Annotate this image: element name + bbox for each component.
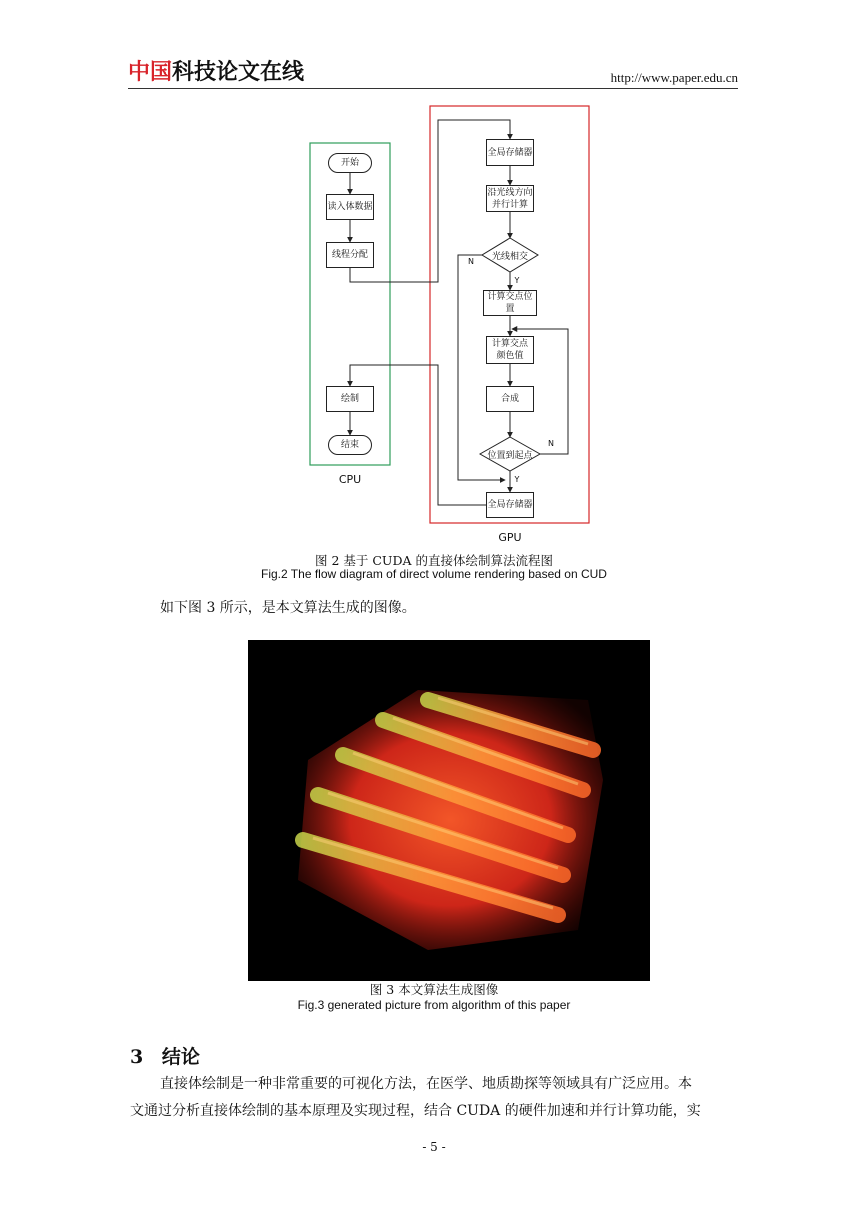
calc-color-line2: 颜色值 bbox=[496, 351, 524, 361]
rendered-volume-image bbox=[248, 640, 650, 981]
branch-intersect-no: N bbox=[468, 257, 474, 266]
flowchart-figure bbox=[0, 0, 868, 560]
flowchart-connectors bbox=[0, 0, 868, 560]
node-calc-color bbox=[486, 336, 534, 364]
intro-paragraph: 如下图 3 所示，是本文算法生成的图像。 bbox=[160, 600, 416, 616]
node-end: 结束 bbox=[328, 435, 372, 455]
page-number: - 5 - bbox=[422, 1140, 446, 1154]
node-read-volume: 读入体数据 bbox=[326, 194, 374, 220]
node-start: 开始 bbox=[328, 153, 372, 173]
node-calc-intersection-pos: 计算交点位置 bbox=[483, 290, 537, 316]
ray-calc-line1: 沿光线方向 bbox=[487, 187, 533, 198]
branch-intersect-yes: Y bbox=[514, 276, 520, 285]
node-ray-intersect: 光线相交 bbox=[491, 252, 528, 262]
header-url[interactable]: http://www.paper.edu.cn bbox=[610, 70, 738, 85]
cpu-label: CPU bbox=[338, 473, 362, 486]
node-composite: 合成 bbox=[486, 386, 534, 412]
node-thread-allocation: 线程分配 bbox=[326, 242, 374, 268]
section-heading bbox=[130, 1042, 200, 1069]
figure3-caption-en: Fig.3 generated picture from algorithm of this paper bbox=[297, 998, 571, 1012]
gpu-label: GPU bbox=[498, 531, 522, 544]
figure3-caption-cn: 图 3 本文算法生成图像 bbox=[369, 982, 499, 997]
node-global-memory-bottom: 全局存储器 bbox=[486, 492, 534, 518]
conclusion-line-1: 直接体绘制是一种非常重要的可视化方法，在医学、地质勘探等领域具有广泛应用。本 bbox=[160, 1076, 692, 1092]
node-draw: 绘制 bbox=[326, 386, 374, 412]
section-title: 结论 bbox=[161, 1046, 200, 1068]
branch-pos-yes: Y bbox=[514, 475, 520, 484]
node-ray-parallel-calc bbox=[486, 185, 534, 212]
branch-pos-no: N bbox=[548, 439, 554, 448]
figure2-caption-en: Fig.2 The flow diagram of direct volume rendering based on CUD bbox=[261, 567, 607, 581]
logo-black-text: 科技论文在线 bbox=[172, 60, 305, 85]
foot-bones-render bbox=[248, 640, 650, 981]
logo-red-text: 中国 bbox=[128, 60, 173, 85]
node-global-memory-top: 全局存储器 bbox=[486, 139, 534, 166]
figure2-caption-cn: 图 2 基于 CUDA 的直接体绘制算法流程图 bbox=[315, 553, 553, 568]
ray-calc-line2: 并行计算 bbox=[491, 199, 528, 210]
conclusion-line-2: 文通过分析直接体绘制的基本原理及实现过程，结合 CUDA 的硬件加速和并行计算功能，实 bbox=[130, 1103, 701, 1119]
section-number: 3 bbox=[130, 1046, 144, 1068]
node-position-check: 位置到起点 bbox=[487, 451, 533, 461]
calc-color-line1: 计算交点 bbox=[491, 339, 528, 349]
